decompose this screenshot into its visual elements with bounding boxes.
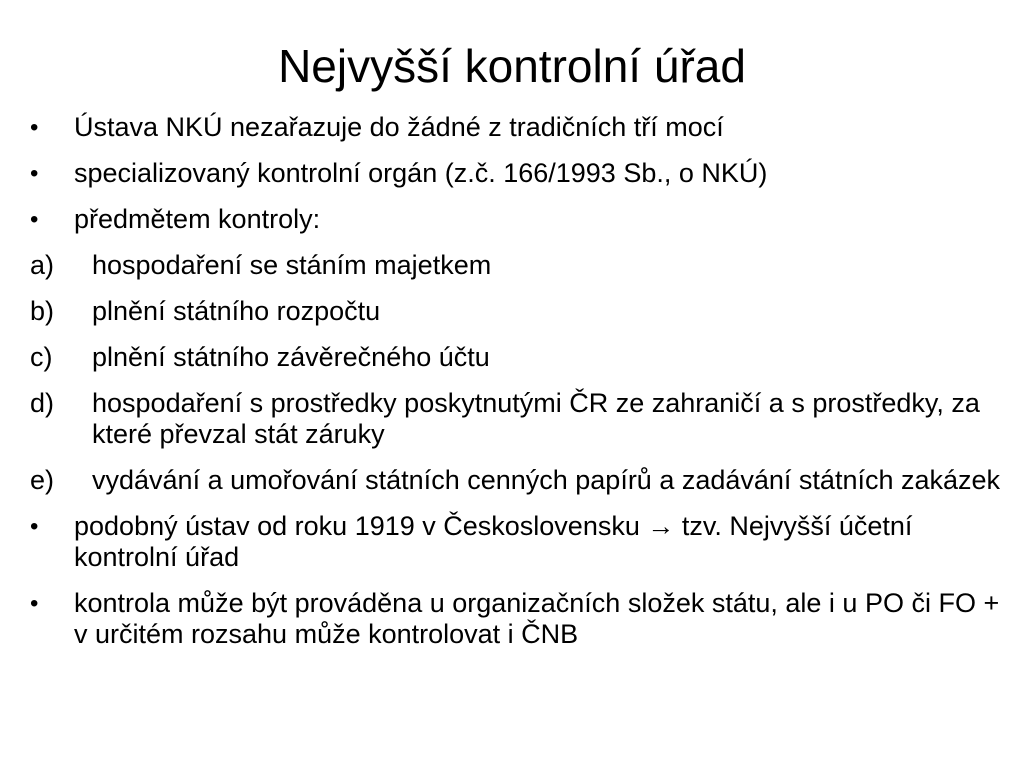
list-item [30,158,1005,189]
list-item-text: plnění státního závěrečného účtu [92,342,490,372]
list-item [30,296,1005,327]
list-item [30,588,1005,650]
list-item [30,511,1005,573]
list-item-text-after: tzv. Nejvyšší účetní kontrolní úřad [74,511,913,572]
list-item-text: plnění státního rozpočtu [92,296,381,326]
list-item [30,250,1005,281]
arrow-right-icon: → [647,511,675,541]
list-item-text: předmětem kontroly: [74,204,321,234]
letter-marker: a) [30,250,55,280]
list-item [30,465,1005,496]
bullet-marker: • [30,206,39,233]
bullet-marker: • [30,160,39,187]
letter-marker: e) [30,465,55,495]
list-item-text: kontrola může být prováděna u organizačních složek státu, ale i u PO či FO + v určitém rozsahu může kontrolovat i ČNB [74,588,1000,649]
list-item-text: vydávání a umořování státních cenných papírů a zadávání státních zakázek [92,465,1001,495]
list-item-text: specializovaný kontrolní orgán (z.č. 166/1993 Sb., o NKÚ) [74,158,768,188]
letter-marker: c) [30,342,53,372]
list-item [30,204,1005,235]
letter-marker: d) [30,388,55,418]
list-item-text-before: podobný ústav od roku 1919 v Československu [74,511,648,541]
list-item [30,112,1005,143]
bullet-marker: • [30,114,39,141]
list-item-text: hospodaření s prostředky poskytnutými ČR ze zahraničí a s prostředky, za které převzal stát záruky [92,388,980,449]
slide-title: Nejvyšší kontrolní úřad [278,40,746,92]
bullet-marker: • [30,513,39,540]
list-item-text: Ústava NKÚ nezařazuje do žádné z tradičních tří mocí [74,112,724,142]
list-item [30,342,1005,373]
slide-body-list [30,112,1005,665]
letter-marker: b) [30,296,55,326]
bullet-marker: • [30,590,39,617]
list-item [30,388,1005,450]
list-item-text: hospodaření se stáním majetkem [92,250,492,280]
